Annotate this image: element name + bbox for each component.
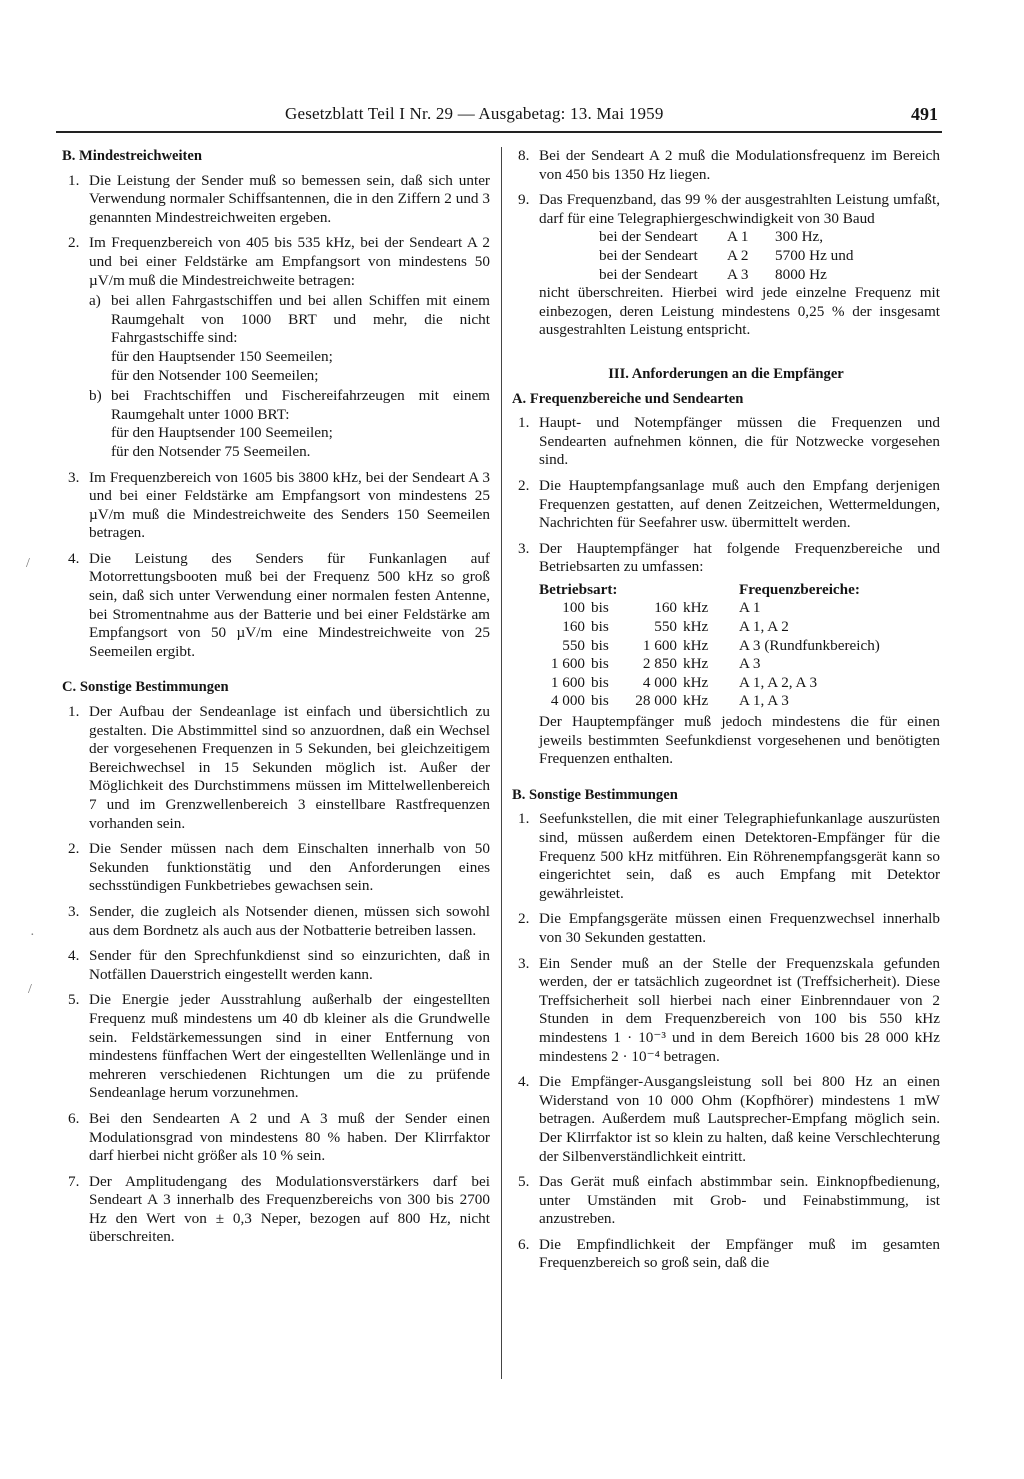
table-cell: 4 000: [642, 673, 677, 691]
list-item: 5. Das Gerät muß einfach abstimmbar sein. Einknopfbedienung, unter Umständen mit Grob- und Feinabstimmung, ist anzustreben.: [518, 1173, 940, 1228]
table-cell: 1 600: [550, 673, 585, 691]
list-item: 4. Die Leistung des Senders für Funkanlagen auf Motorrettungsbooten muß bei der Frequenz 500 kHz so groß sein, daß sich unter Verwendung einer normalen festen Antenne, bei Stromentnahme aus der Batterie und bei einer Feldstärke am Empfangsort von 50 µV/m eine Mindestreichweite von 25 Seemeilen ergibt.: [68, 549, 490, 660]
table-cell: bis: [591, 636, 609, 654]
table-row: [599, 247, 940, 266]
margin-mark: /: [28, 982, 32, 997]
table-cell: A 1, A 2, A 3: [739, 673, 818, 691]
table-cell: bis: [591, 692, 609, 710]
frequency-table: [539, 599, 940, 711]
list-item: 8. Bei der Sendeart A 2 muß die Modulationsfrequenz im Bereich von 450 bis 1350 Hz liegen.: [518, 147, 940, 183]
table-cell: 160: [654, 599, 677, 617]
table-cell: kHz: [683, 673, 709, 691]
table-cell: A 3: [727, 265, 749, 283]
table-cell: 28 000: [635, 692, 677, 710]
page-number: 491: [911, 104, 938, 124]
list-item: 7. Der Amplitudengang des Modulationsverstärkers darf bei Sendeart A 3 innerhalb des Frequenzbereichs von 300 bis 2700 Hz den Wert von ± 0,3 Neper, bezogen auf 800 Hz, nicht überschreiten.: [68, 1172, 490, 1246]
header-title: Gesetzblatt Teil I Nr. 29 — Ausgabetag: 13. Mai 1959: [285, 104, 664, 123]
list-item: 1. Haupt- und Notempfänger müssen die Frequenzen und Sendearten aufnehmen können, die für Notzwecke vorgesehen sind.: [518, 414, 940, 469]
list-item: 1. Die Leistung der Sender muß so bemessen sein, daß sich unter Verwendung normaler Schiffsantennen, die in den Ziffern 2 und 3 genannten Mindestreichweiten ergeben.: [68, 171, 490, 226]
list-item: 4. Die Empfänger-Ausgangsleistung soll bei 800 Hz an einen Widerstand von 10 000 Ohm (Kopfhörer) mindestens 1 mW betragen. Außerdem muß Lautsprecher-Empfang möglich sein. Der Klirrfaktor ist so klein zu halten, daß keine Verschlechterung der Silbenverständlichkeit eintritt.: [518, 1073, 940, 1165]
list-item: 1. Seefunkstellen, die mit einer Telegraphiefunkanlage auszurüsten sind, müssen außerdem einen Detektoren-Empfänger für die Frequenz 500 kHz mitführen. Ein Röhrenempfangsgerät kann so eingerichtet sein, daß es auch Empfang mit Detektor gewährleistet.: [518, 810, 940, 902]
list-item: 4. Sender für den Sprechfunkdienst sind so einzurichten, daß in Notfällen Dauerstrich eingestellt werden kann.: [68, 947, 490, 983]
sub-item: b) bei Frachtschiffen und Fischereifahrzeugen mit einem Raumgehalt unter 1000 BRT: für den Hauptsender 100 Seemeilen; für den Notsender 75 Seemeilen.: [89, 387, 490, 460]
bandwidth-table: [539, 228, 940, 340]
left-column: [62, 147, 490, 1254]
list-item: 2. Die Hauptempfangsanlage muß auch den Empfang derjenigen Frequenzen gestatten, auf denen Zeitzeichen, Wettermeldungen, Nachrichten für Seefahrer usw. übermittelt werden.: [518, 476, 940, 532]
section-heading: B. Mindestreichweiten: [62, 148, 202, 164]
list-item: 2. Im Frequenzbereich von 405 bis 535 kHz, bei der Sendeart A 2 und bei einer Feldstärke am Empfangsort von mindestens 50 µV/m muß die Mindestreichweite betragen: a) bei allen Fahrgastschiffen und bei allen Schiffen mit einem Raumgehalt von 1000 BRT und mehr, die nicht Fahrgastschiffe sind: für den Hauptsender 150 Seemeilen; für den Notsender 100 Seemeilen; b) bei Frachtschiffen und Fischereifahrzeugen mit einem Raumgehalt unter 1000 BRT: für den Hauptsender 100 Seemeilen; für den Notsender 75 Seemeilen.: [68, 234, 490, 460]
list-item: 3. Ein Sender muß an der Stelle der Frequenzskala gefunden werden, der er tatsächlich zugeordnet ist (Treffsicherheit). Diese Treffsicherheit soll hierbei nach einer Einbrenndauer von 2 Stunden in dem Frequenzbereich von 100 bis 550 kHz mindestens 1 · 10⁻³ und in dem Bereich 1600 bis 28 000 kHz mindestens 2 · 10⁻⁴ betragen.: [518, 954, 940, 1065]
table-row: [599, 266, 940, 285]
table-cell: 4 000: [550, 692, 585, 710]
sub-item: a) bei allen Fahrgastschiffen und bei allen Schiffen mit einem Raumgehalt von 1000 BRT und mehr, die nicht Fahrgastschiffe sind: für den Hauptsender 150 Seemeilen; für den Notsender 100 Seemeilen;: [89, 292, 490, 384]
table-cell: kHz: [683, 618, 709, 636]
table-row: [539, 674, 940, 693]
header-rule: [56, 131, 942, 133]
table-cell: A 2: [727, 246, 749, 264]
section-heading: C. Sonstige Bestimmungen: [62, 679, 229, 696]
table-cell: 100: [562, 599, 585, 617]
table-row: [539, 637, 940, 656]
list-item: 5. Die Energie jeder Ausstrahlung außerhalb der eingestellten Frequenz muß mindestens um 40 db kleiner als die Grundwelle sein. Feldstärkemessungen sind in einer Entfernung von mindestens fünffachen Wert der eingestellten Wellenlänge und in mehreren verschiedenen Richtungen um die zu prüfende Sendeanlage herum vorzunehmen.: [68, 991, 490, 1102]
table-cell: kHz: [683, 692, 709, 710]
table-cell: bis: [591, 599, 609, 617]
table-row: [599, 228, 940, 247]
table-cell: 1 600: [550, 655, 585, 673]
table-cell: kHz: [683, 599, 709, 617]
table-cell: A 3: [739, 655, 761, 673]
table-cell: A 1: [727, 228, 749, 246]
list-item: 3. Sender, die zugleich als Notsender dienen, müssen sich sowohl aus dem Bordnetz als auch aus der Notbatterie betreiben lassen.: [68, 902, 490, 939]
table-cell: 5700 Hz und: [775, 246, 854, 264]
table-cell: bei der Sendeart: [599, 228, 698, 246]
list-item: 6. Bei den Sendearten A 2 und A 3 muß der Sender einen Modulationsgrad von mindestens 80 % haben. Der Klirrfaktor darf hierbei nicht größer als 10 % sein.: [68, 1109, 490, 1165]
list-item: 3. Im Frequenzbereich von 1605 bis 3800 kHz, bei der Sendeart A 3 und bei einer Feldstärke am Empfangsort von mindestens 25 µV/m muß die Mindestreichweite des Senders 150 Seemeilen betragen.: [68, 468, 490, 542]
table-cell: 8000 Hz: [775, 265, 827, 283]
list-item: 2. Die Sender müssen nach dem Einschalten innerhalb von 50 Sekunden funktionstätig und den Anforderungen eines sechsstündigen Funkbetriebes gewachsen sein.: [68, 840, 490, 895]
table-cell: A 1, A 2: [739, 618, 789, 636]
table-row: [539, 692, 940, 711]
table-cell: 550: [562, 636, 585, 654]
page-header: [60, 104, 940, 130]
paragraph: nicht überschreiten. Hierbei wird jede einzelne Frequenz mit einbezogen, deren Leistung mindestens 0,25 % der insgesamt ausgestrahlten Leistung entspricht.: [539, 284, 940, 339]
table-cell: bis: [591, 618, 609, 636]
table-cell: bis: [591, 655, 609, 673]
table-cell: 300 Hz,: [775, 228, 824, 246]
margin-mark: ·: [30, 928, 35, 943]
section-heading: A. Frequenzbereiche und Sendearten: [512, 390, 744, 407]
table-cell: kHz: [683, 655, 709, 673]
list-item: 3. Der Hauptempfänger hat folgende Frequenzbereiche und Betriebsarten zu umfassen: Betriebsart: Frequenzbereiche: 100 bis 160 kHz A 1 160 bis 550 kHz A 1, A 2 550 bis 1 600 kHz A 3 (Rundfunkbereich) 1 600 bis 2 850 kHz A 3 1 600 bis 4 000 kHz A 1, A 2, A 3 4 000 bis 28 000 kHz A 1, A 3 Der Hauptempfänger muß jedoch mindestens die für einen jeweils bestimmten Seefunkdienst vorgesehenen und benötigten Frequenzen enthalten.: [518, 539, 940, 768]
list-item: 9. Das Frequenzband, das 99 % der ausgestrahlten Leistung umfaßt, darf für eine Telegraphiergeschwindigkeit von 30 Baud bei der Sendeart A 1 300 Hz, bei der Sendeart A 2 5700 Hz und bei der Sendeart A 3 8000 Hz nicht überschreiten. Hierbei wird jede einzelne Frequenz mit einbezogen, deren Leistung mindestens 0,25 % der insgesamt ausgestrahlten Leistung entspricht.: [518, 191, 940, 339]
table-cell: kHz: [683, 636, 709, 654]
table-cell: A 1: [739, 599, 761, 617]
margin-mark: /: [26, 556, 30, 571]
list-item: 1. Der Aufbau der Sendeanlage ist einfach und übersichtlich zu gestalten. Die Abstimmittel sind so anzuordnen, daß ein Wechsel der vorgesehenen Frequenzen in 5 Sekunden, bei gleichzeitigem Bereichwechsel in 15 Sekunden möglich ist. Außer der Möglichkeit des Durchstimmens müssen im Mittelwellenbereich 7 und im Grenzwellenbereich 3 einstellbare Rastfrequenzen vorhanden sein.: [68, 703, 490, 832]
table-cell: 160: [562, 618, 585, 636]
list-item: 2. Die Empfangsgeräte müssen einen Frequenzwechsel innerhalb von 30 Sekunden gestatten.: [518, 910, 940, 946]
section-heading: III. Anforderungen an die Empfänger: [608, 365, 844, 382]
table-cell: 1 600: [642, 636, 677, 654]
table-cell: bei der Sendeart: [599, 265, 698, 283]
table-row: [539, 655, 940, 674]
right-column: [512, 147, 940, 1280]
list-item: 6. Die Empfindlichkeit der Empfänger muß im gesamten Frequenzbereich so groß sein, daß die: [518, 1235, 940, 1272]
table-cell: A 3 (Rundfunkbereich): [739, 636, 880, 654]
table-row: [539, 599, 940, 618]
column-divider: [501, 147, 502, 1379]
table-cell: A 1, A 3: [739, 692, 789, 710]
frequency-table-header: Betriebsart: Frequenzbereiche:: [539, 580, 860, 598]
table-cell: bei der Sendeart: [599, 246, 698, 264]
table-cell: 550: [654, 618, 677, 636]
table-row: [539, 618, 940, 637]
table-cell: 2 850: [642, 655, 677, 673]
section-heading: B. Sonstige Bestimmungen: [512, 786, 678, 803]
table-cell: bis: [591, 673, 609, 691]
